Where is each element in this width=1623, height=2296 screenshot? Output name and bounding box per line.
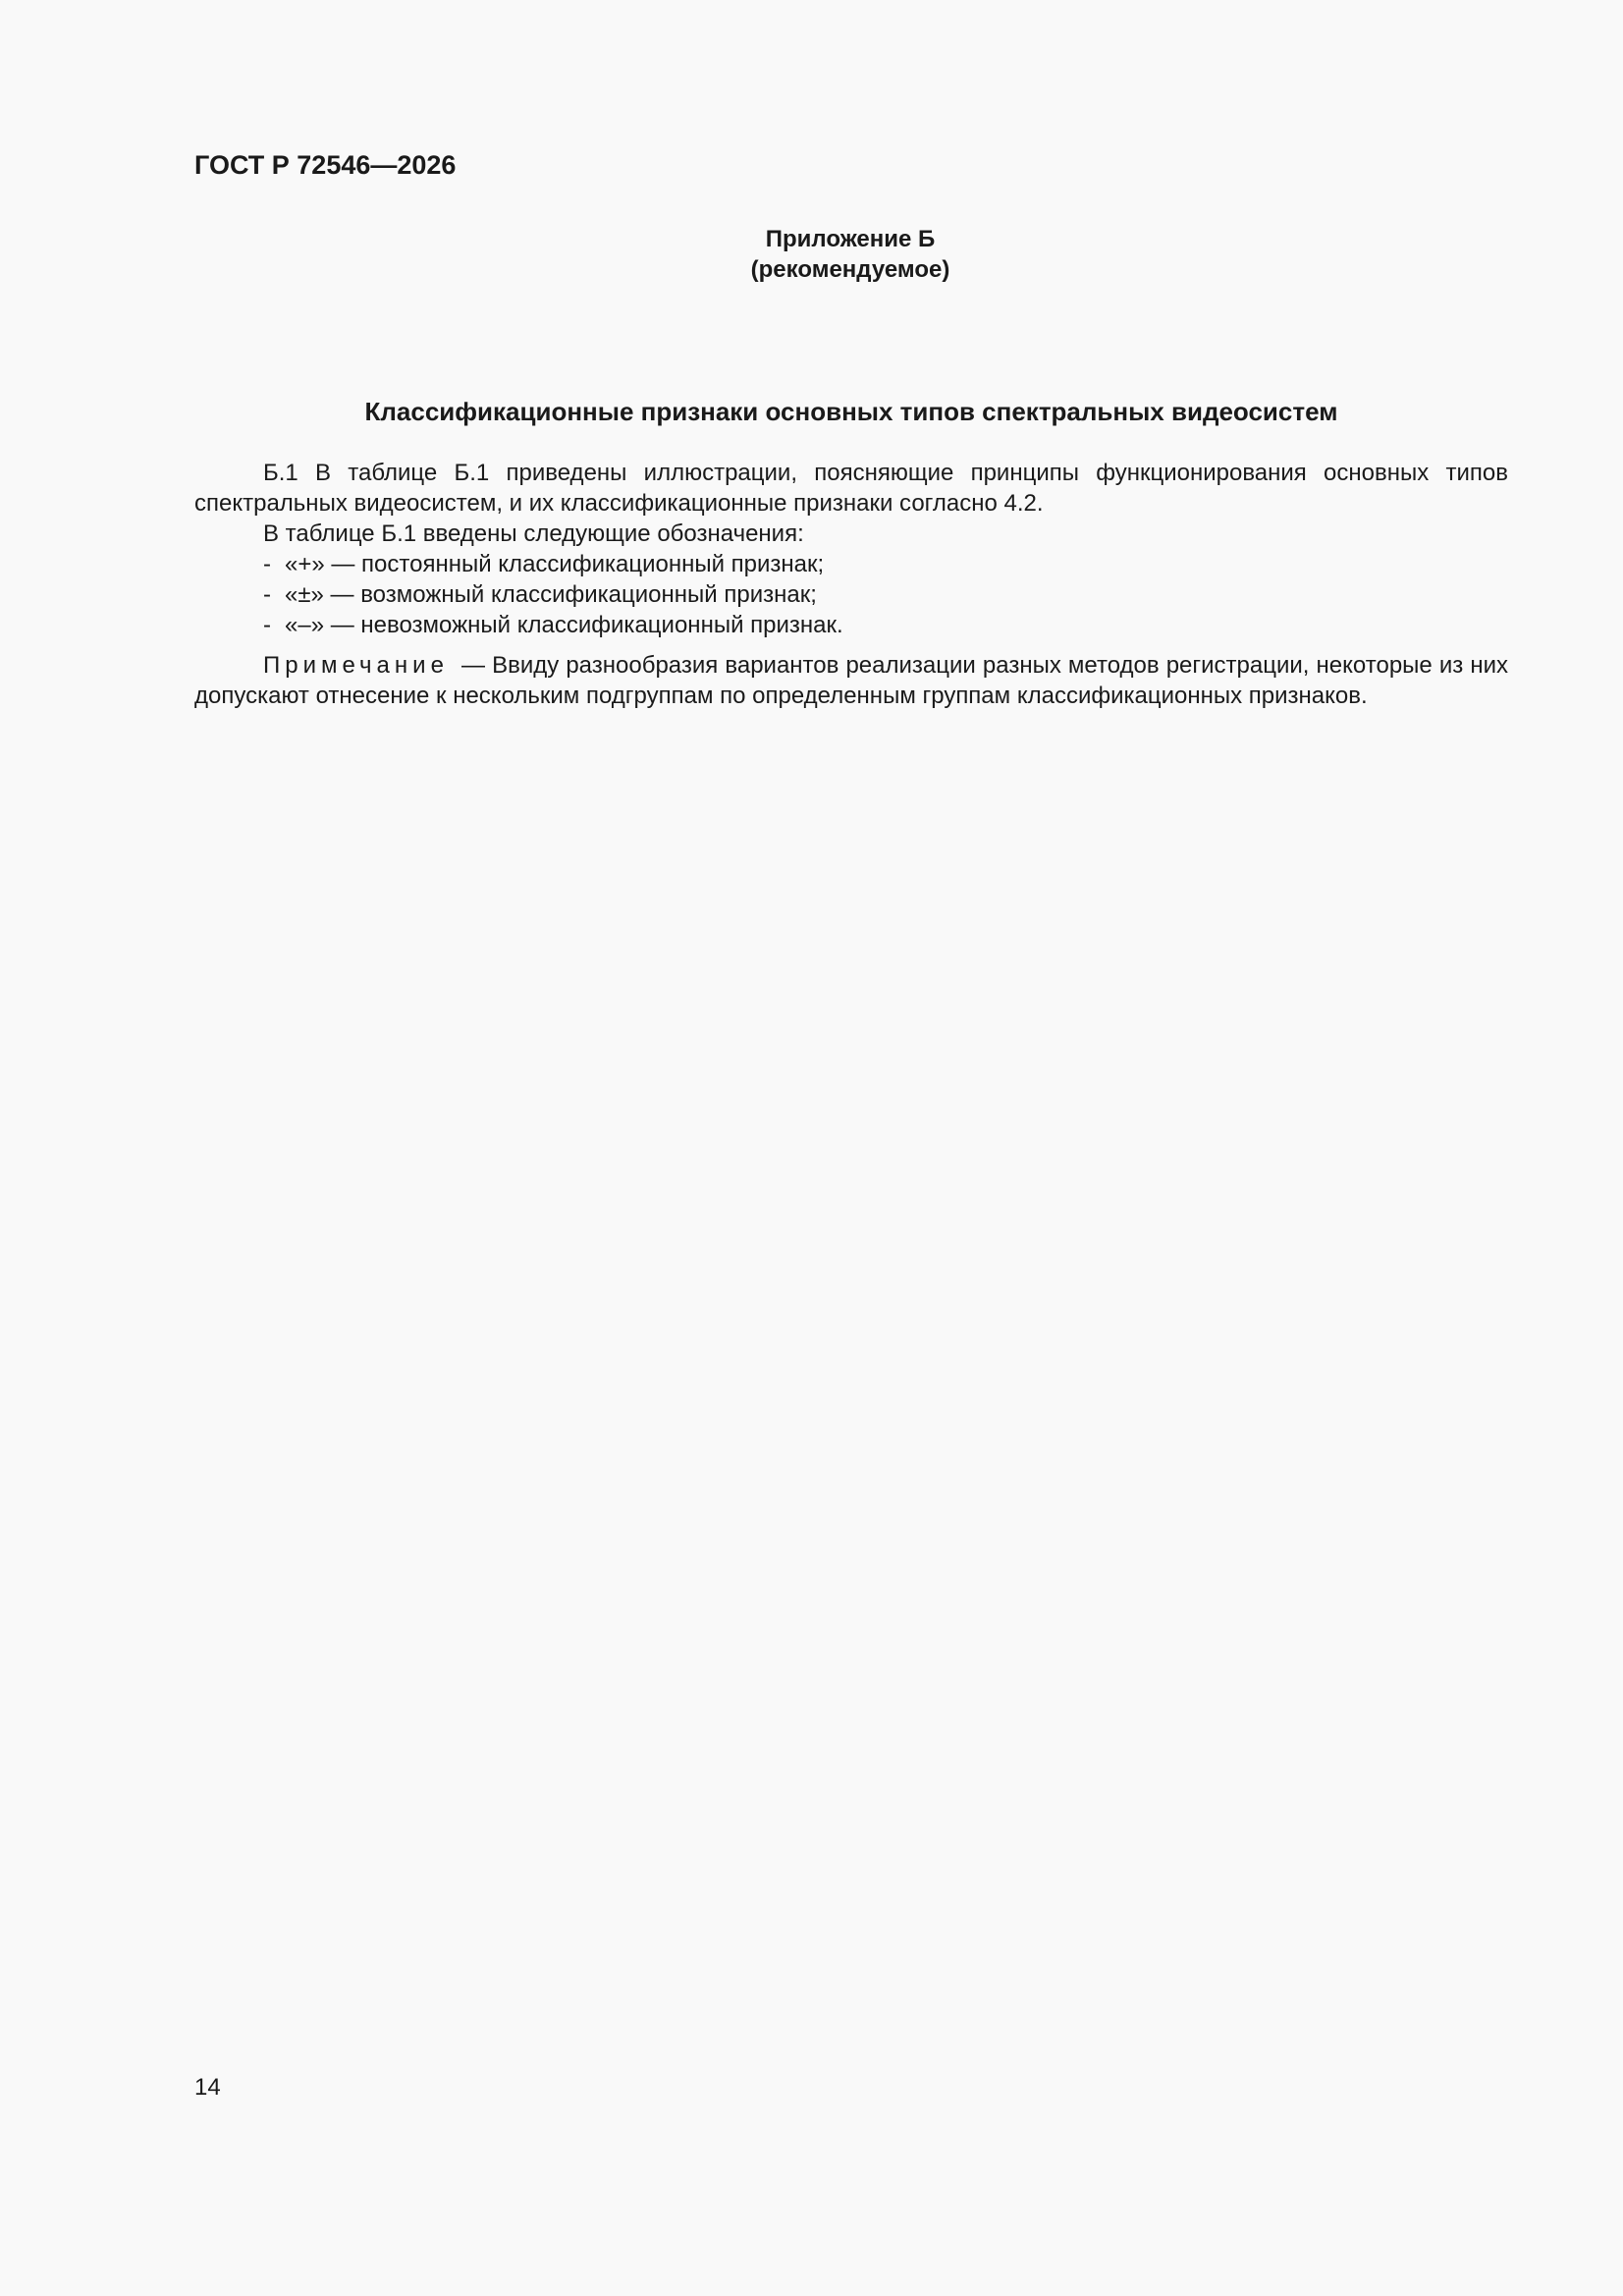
appendix-title: Приложение Б [765, 226, 936, 252]
note-text: — Ввиду разнообразия вариантов реализации разных методов регистрации, некоторые из них допускают отнесение к нескольким подгруппам по определенным группам классификационных признаков. [194, 652, 1508, 709]
legend-item [194, 579, 1508, 610]
paragraph-legend-intro: В таблице Б.1 введены следующие обозначения: [263, 520, 804, 547]
paragraph-intro: Б.1 В таблице Б.1 приведены иллюстрации, поясняющие принципы функционирования основных типов спектральных видеосистем, и их классификационные признаки согласно 4.2. [194, 460, 1508, 517]
note-paragraph [194, 650, 1508, 711]
document-code: ГОСТ Р 72546—2026 [194, 150, 457, 180]
note-label: Примечание [263, 652, 449, 679]
legend-item [194, 549, 1508, 579]
legend-dash: - [263, 551, 271, 577]
page-number: 14 [194, 2074, 221, 2101]
legend-list [194, 549, 1508, 640]
legend-text: «–» — невозможный классификационный признак. [285, 612, 843, 638]
appendix-heading [654, 224, 1047, 285]
legend-text: «±» — возможный классификационный признак; [285, 581, 817, 608]
legend-text: «+» — постоянный классификационный признак; [285, 551, 825, 577]
legend-dash: - [263, 581, 271, 608]
section-title: Классификационные признаки основных типов спектральных видеосистем [364, 397, 1338, 426]
body-text [194, 458, 1508, 711]
appendix-status: (рекомендуемое) [750, 256, 950, 283]
legend-dash: - [263, 612, 271, 638]
legend-item [194, 610, 1508, 640]
